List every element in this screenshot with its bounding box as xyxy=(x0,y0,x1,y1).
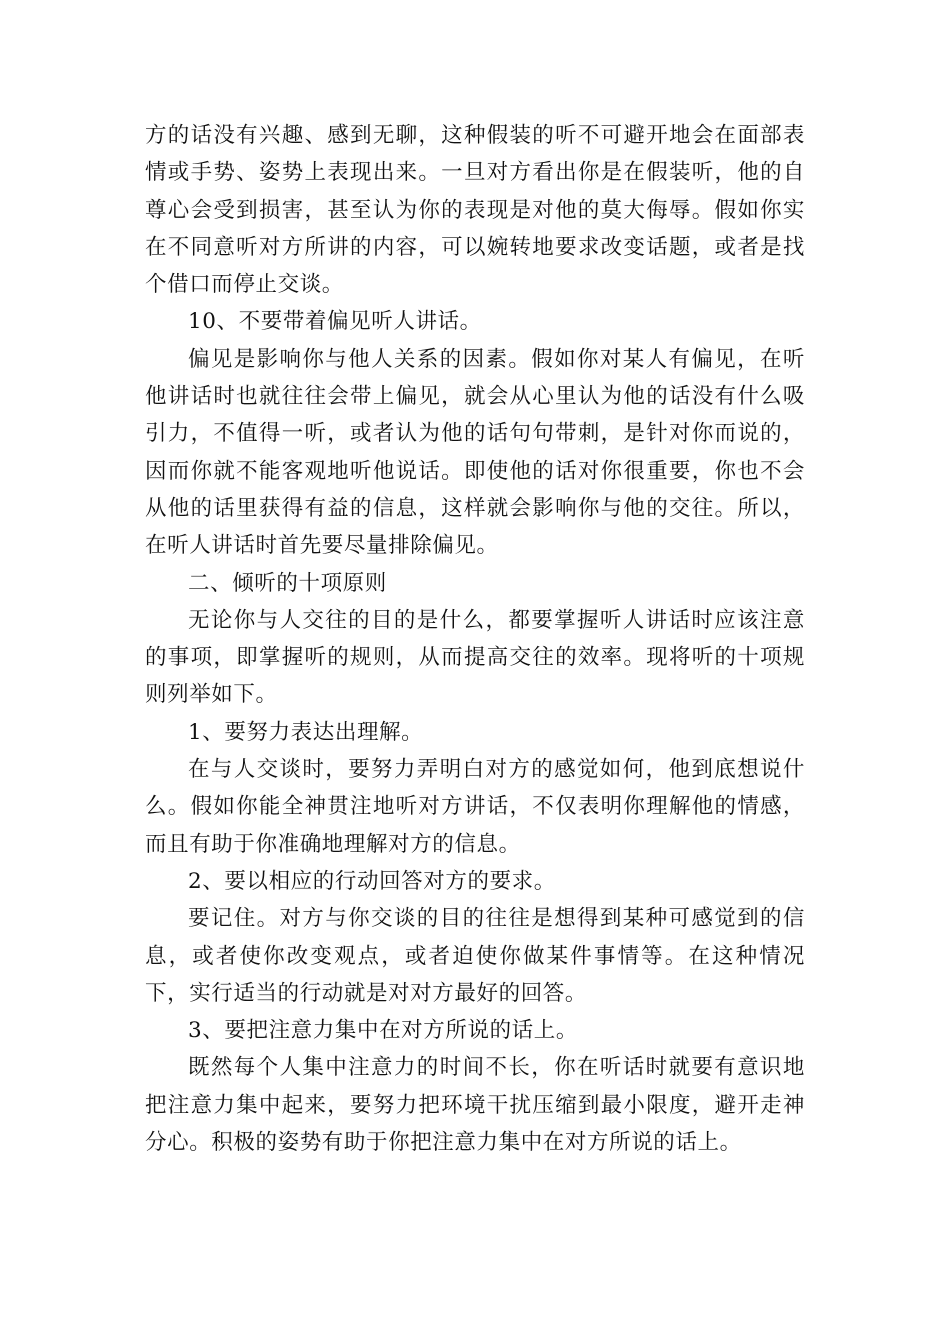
heading-item-3: 3、要把注意力集中在对方所说的话上。 xyxy=(188,1018,578,1044)
paragraph-principles-intro: 无论你与人交往的目的是什么，都要掌握听人讲话时应该注意的事项，即掌握听的规则，从而提高交往的效率。现将听的十项规则列举如下。 xyxy=(145,607,805,708)
paragraph-attention: 既然每个人集中注意力的时间不长，你在听话时就要有意识地把注意力集中起来，要努力把环境干扰压缩到最小限度，避开走神分心。积极的姿势有助于你把注意力集中在对方所说的话上。 xyxy=(145,1055,805,1156)
paragraph-bias: 偏见是影响你与他人关系的因素。假如你对某人有偏见，在听他讲话时也就往往会带上偏见，就会从心里认为他的话没有什么吸引力，不值得一听，或者认为他的话句句带刺，是针对你而说的，因而你就不能客观地听他说话。即使他的话对你很重要，你也不会从他的话里获得有益的信息，这样就会影响你与他的交往。所以，在听人讲话时首先要尽量排除偏见。 xyxy=(145,346,805,559)
paragraph-action: 要记住。对方与你交谈的目的往往是想得到某种可感觉到的信息，或者使你改变观点，或者迫使你做某件事情等。在这种情况下，实行适当的行动就是对对方最好的回答。 xyxy=(145,906,805,1006)
heading-item-1: 1、要努力表达出理解。 xyxy=(188,719,424,745)
section-heading-listening-principles: 二、倾听的十项原则 xyxy=(188,570,387,596)
document-body xyxy=(145,117,805,1161)
paragraph-continuation: 方的话没有兴趣、感到无聊，这种假装的听不可避开地会在面部表情或手势、姿势上表现出来。一旦对方看出你是在假装听，他的自尊心会受到损害，甚至认为你的表现是对他的莫大侮辱。假如你实在不同意听对方所讲的内容，可以婉转地要求改变话题，或者是找个借口而停止交谈。 xyxy=(145,123,805,298)
heading-item-10: 10、不要带着偏见听人讲话。 xyxy=(188,309,482,335)
paragraph-understanding: 在与人交谈时，要努力弄明白对方的感觉如何，他到底想说什么。假如你能全神贯注地听对方讲话，不仅表明你理解他的情感，而且有助于你准确地理解对方的信息。 xyxy=(145,757,805,857)
heading-item-2: 2、要以相应的行动回答对方的要求。 xyxy=(188,868,556,894)
